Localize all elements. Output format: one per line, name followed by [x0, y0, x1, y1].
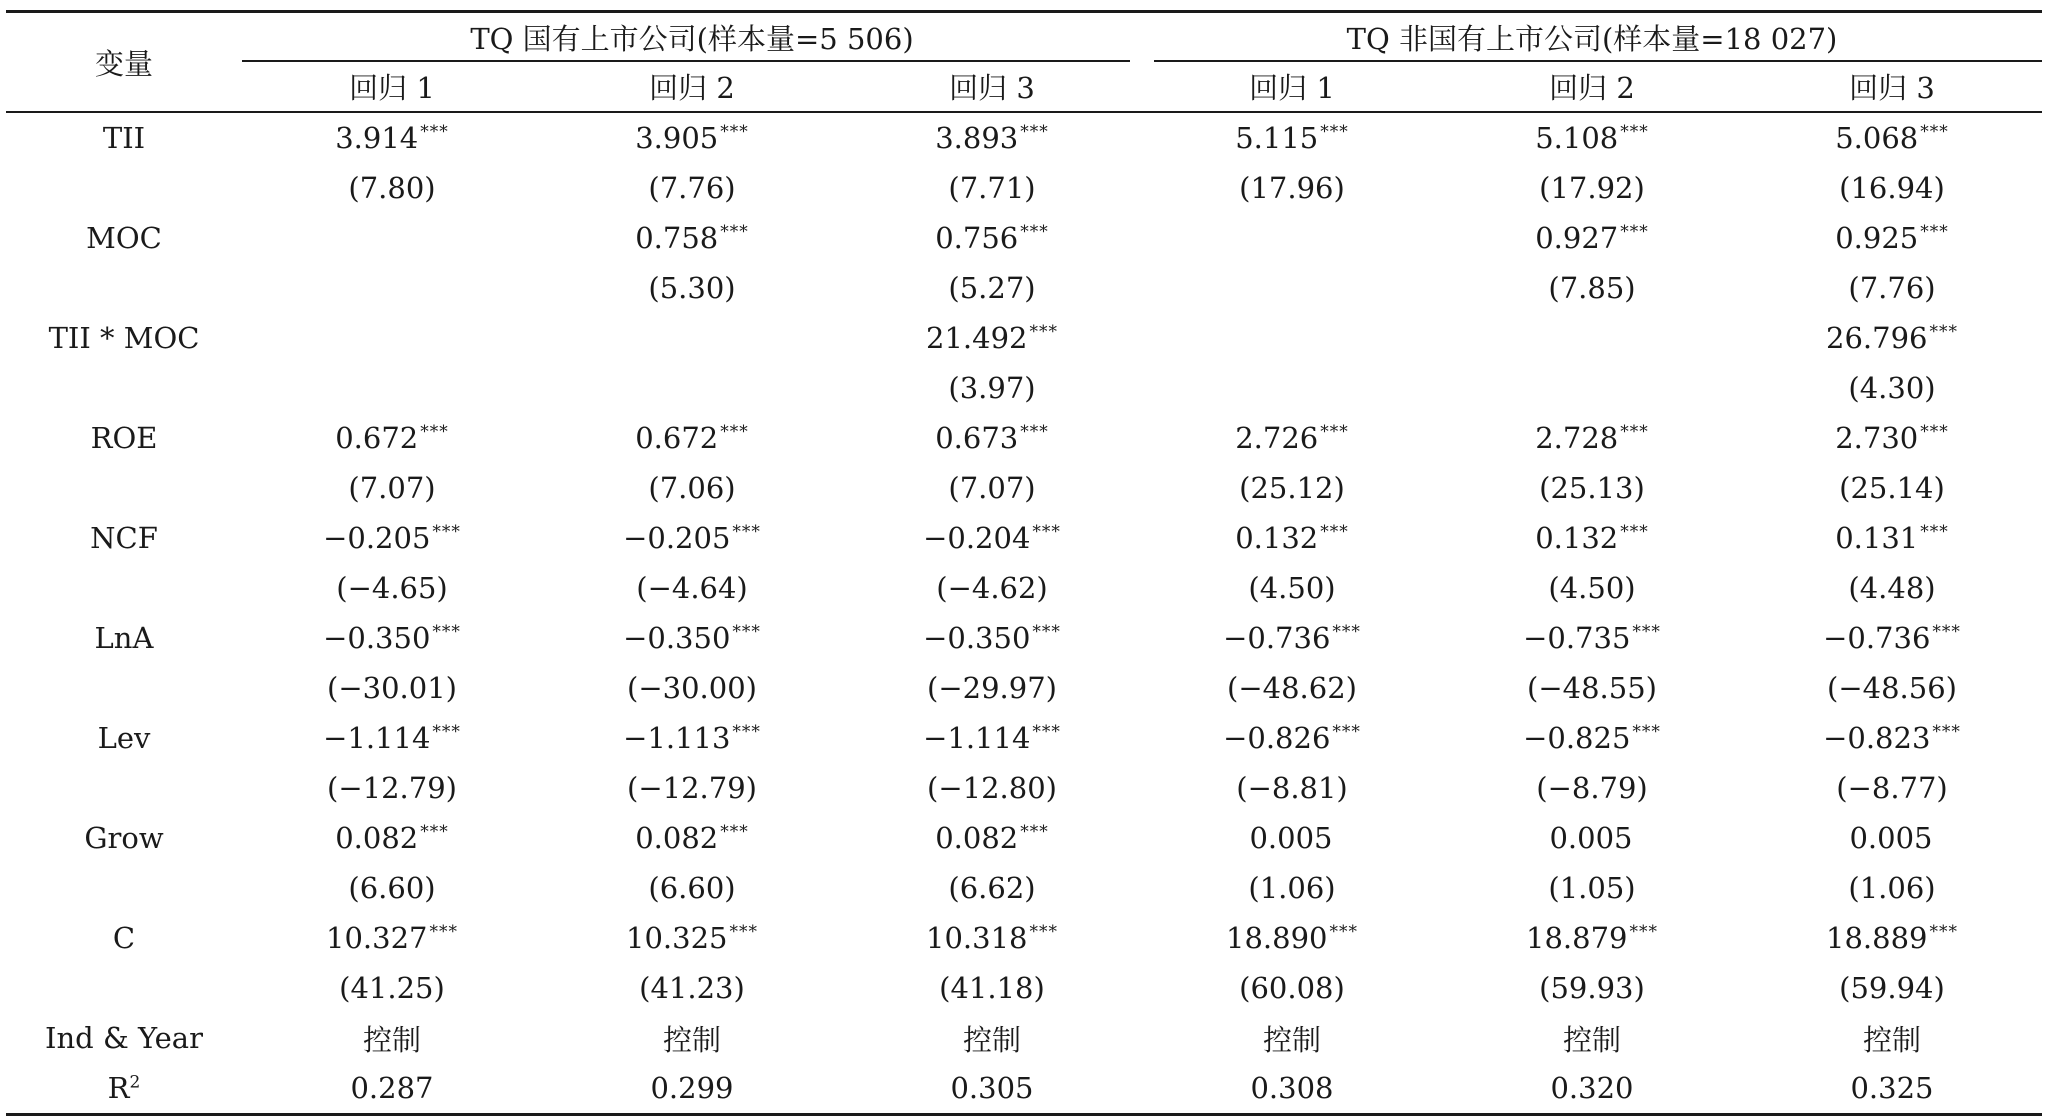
coefficient-value: 0.132	[1535, 521, 1619, 555]
coefficient-cell	[842, 413, 1142, 463]
coefficient-value: 18.889	[1826, 921, 1928, 955]
coefficient-cell	[242, 513, 542, 563]
coefficient-value: 0.672	[635, 421, 719, 455]
variable-name-spacer	[6, 363, 242, 413]
significance-stars: ***	[1020, 422, 1049, 443]
significance-stars: ***	[1620, 122, 1649, 143]
coefficient-value: 21.492	[926, 321, 1028, 355]
coefficient-cell	[1442, 112, 1742, 163]
t-stat-cell: (60.08)	[1239, 971, 1345, 1005]
coefficient-row	[6, 112, 2042, 163]
significance-stars: ***	[420, 822, 449, 843]
controls-cell: 控制	[662, 1022, 721, 1057]
variable-name-spacer	[6, 863, 242, 913]
t-stat-cell: (4.50)	[1548, 571, 1636, 605]
coefficient-cell	[1742, 913, 2042, 963]
t-stat-cell: (−12.79)	[327, 771, 457, 805]
r-squared-cell: 0.325	[1742, 1063, 2042, 1115]
coefficient-cell	[1142, 813, 1442, 863]
coefficient-value: 2.728	[1535, 421, 1619, 455]
coefficient-value: 3.905	[635, 121, 719, 155]
t-stat-cell: (−8.81)	[1236, 771, 1348, 805]
coefficient-cell	[242, 913, 542, 963]
significance-stars: ***	[1620, 522, 1649, 543]
coefficient-cell	[842, 213, 1142, 263]
r-squared-cell: 0.305	[842, 1063, 1142, 1115]
coefficient-cell	[242, 413, 542, 463]
coefficient-value: −0.350	[323, 621, 431, 655]
variable-name-spacer	[6, 763, 242, 813]
significance-stars: ***	[720, 822, 749, 843]
significance-stars: ***	[1920, 522, 1949, 543]
coefficient-value: 0.082	[335, 821, 419, 855]
coefficient-cell	[842, 513, 1142, 563]
r-squared-cell: 0.287	[242, 1063, 542, 1115]
variable-name-spacer	[6, 663, 242, 713]
coefficient-value: −1.113	[623, 721, 731, 755]
coefficient-cell	[242, 313, 542, 363]
variable-name: Lev	[97, 721, 151, 755]
coefficient-value: 2.726	[1235, 421, 1319, 455]
t-stat-cell: (−48.56)	[1827, 671, 1957, 705]
coefficient-value: −0.826	[1223, 721, 1331, 755]
coefficient-row	[6, 913, 2042, 963]
coefficient-cell	[242, 112, 542, 163]
significance-stars: ***	[720, 122, 749, 143]
significance-stars: ***	[420, 122, 449, 143]
significance-stars: ***	[729, 922, 758, 943]
coefficient-value: 0.758	[635, 221, 719, 255]
coefficient-cell	[1442, 713, 1742, 763]
coefficient-cell	[1142, 913, 1442, 963]
significance-stars: ***	[1029, 322, 1058, 343]
significance-stars: ***	[1929, 922, 1958, 943]
coefficient-row	[6, 713, 2042, 763]
variable-name: Ind & Year	[45, 1021, 203, 1055]
t-stat-cell: (−4.65)	[336, 571, 448, 605]
t-stat-cell: (6.62)	[948, 871, 1036, 905]
t-stat-cell: (7.80)	[348, 171, 436, 205]
t-stat-cell: (6.60)	[348, 871, 436, 905]
coefficient-cell	[542, 413, 842, 463]
t-stat-cell: (−30.01)	[327, 671, 457, 705]
significance-stars: ***	[1320, 522, 1349, 543]
coefficient-cell	[242, 813, 542, 863]
variable-name-spacer	[6, 963, 242, 1013]
t-stat-cell: (−48.55)	[1527, 671, 1657, 705]
significance-stars: ***	[1329, 922, 1358, 943]
controls-cell: 控制	[962, 1022, 1021, 1057]
significance-stars: ***	[1632, 622, 1661, 643]
t-stat-cell: (7.76)	[1848, 271, 1936, 305]
coefficient-cell	[1742, 413, 2042, 463]
significance-stars: ***	[1629, 922, 1658, 943]
significance-stars: ***	[732, 722, 761, 743]
t-stat-cell: (5.30)	[648, 271, 736, 305]
coefficient-cell	[842, 313, 1142, 363]
coefficient-cell	[842, 112, 1142, 163]
t-stat-row	[6, 963, 2042, 1013]
significance-stars: ***	[1020, 222, 1049, 243]
variable-name: MOC	[86, 221, 162, 255]
table-body	[6, 112, 2042, 1115]
controls-cell: 控制	[1562, 1022, 1621, 1057]
variable-name-spacer	[6, 463, 242, 513]
t-stat-cell: (−4.62)	[936, 571, 1048, 605]
significance-stars: ***	[732, 522, 761, 543]
coefficient-cell	[842, 613, 1142, 663]
coefficient-value: 10.327	[326, 921, 428, 955]
significance-stars: ***	[1020, 122, 1049, 143]
coefficient-value: −0.350	[623, 621, 731, 655]
t-stat-cell: (17.96)	[1239, 171, 1345, 205]
coefficient-value: 0.132	[1235, 521, 1319, 555]
significance-stars: ***	[1932, 622, 1961, 643]
significance-stars: ***	[732, 622, 761, 643]
coefficient-cell	[1742, 213, 2042, 263]
significance-stars: ***	[432, 522, 461, 543]
r-squared-superscript: 2	[129, 1072, 141, 1093]
t-stat-cell: (−8.79)	[1536, 771, 1648, 805]
t-stat-cell: (41.23)	[639, 971, 745, 1005]
variable-name: TII	[102, 121, 146, 155]
t-stat-cell: (5.27)	[948, 271, 1036, 305]
variable-name: NCF	[90, 521, 158, 555]
coefficient-value: −1.114	[323, 721, 431, 755]
model-header: 回归 2	[542, 62, 842, 112]
coefficient-cell	[842, 813, 1142, 863]
model-header: 回归 2	[1442, 62, 1742, 112]
coefficient-cell	[1142, 313, 1442, 363]
coefficient-value: 18.879	[1526, 921, 1628, 955]
coefficient-row	[6, 513, 2042, 563]
variable-name: C	[112, 921, 136, 955]
t-stat-cell: (−8.77)	[1836, 771, 1948, 805]
t-stat-cell: (4.30)	[1848, 371, 1936, 405]
coefficient-value: 0.082	[635, 821, 719, 855]
coefficient-cell	[542, 213, 842, 263]
significance-stars: ***	[1632, 722, 1661, 743]
significance-stars: ***	[1620, 222, 1649, 243]
t-stat-cell: (−12.79)	[627, 771, 757, 805]
t-stat-row	[6, 563, 2042, 613]
coefficient-row	[6, 613, 2042, 663]
corner-header: 变量	[6, 12, 242, 113]
t-stat-row	[6, 763, 2042, 813]
r-squared-symbol: R	[107, 1071, 130, 1105]
coefficient-value: −0.205	[623, 521, 731, 555]
t-stat-row	[6, 263, 2042, 313]
r-squared-cell: 0.299	[542, 1063, 842, 1115]
coefficient-cell	[1742, 513, 2042, 563]
controls-cell: 控制	[1262, 1022, 1321, 1057]
variable-name: Grow	[84, 821, 164, 855]
r-squared-label	[6, 1063, 242, 1115]
variable-name-spacer	[6, 563, 242, 613]
significance-stars: ***	[1920, 422, 1949, 443]
significance-stars: ***	[1320, 122, 1349, 143]
significance-stars: ***	[1032, 622, 1061, 643]
coefficient-cell	[1742, 313, 2042, 363]
t-stat-cell: (16.94)	[1839, 171, 1945, 205]
t-stat-cell: (25.12)	[1239, 471, 1345, 505]
significance-stars: ***	[720, 222, 749, 243]
significance-stars: ***	[1332, 722, 1361, 743]
coefficient-value: 26.796	[1826, 321, 1928, 355]
coefficient-cell	[542, 813, 842, 863]
model-header: 回归 1	[242, 62, 542, 112]
variable-name-spacer	[6, 163, 242, 213]
t-stat-row	[6, 363, 2042, 413]
coefficient-cell	[242, 613, 542, 663]
t-stat-cell: (−4.64)	[636, 571, 748, 605]
coefficient-value: 18.890	[1226, 921, 1328, 955]
r-squared-cell: 0.308	[1142, 1063, 1442, 1115]
t-stat-cell: (41.18)	[939, 971, 1045, 1005]
coefficient-value: −0.205	[323, 521, 431, 555]
t-stat-cell: (7.76)	[648, 171, 736, 205]
t-stat-cell: (7.07)	[948, 471, 1036, 505]
coefficient-cell	[542, 313, 842, 363]
significance-stars: ***	[1029, 922, 1058, 943]
t-stat-cell	[242, 363, 542, 413]
controls-row	[6, 1013, 2042, 1063]
coefficient-cell	[1142, 112, 1442, 163]
significance-stars: ***	[1320, 422, 1349, 443]
coefficient-value: 0.673	[935, 421, 1019, 455]
coefficient-value: 10.318	[926, 921, 1028, 955]
coefficient-cell	[242, 213, 542, 263]
coefficient-cell	[1742, 713, 2042, 763]
t-stat-cell: (1.05)	[1548, 871, 1636, 905]
variable-name-spacer	[6, 263, 242, 313]
coefficient-cell	[1142, 213, 1442, 263]
t-stat-cell: (−30.00)	[627, 671, 757, 705]
t-stat-cell: (1.06)	[1848, 871, 1936, 905]
t-stat-cell: (1.06)	[1248, 871, 1336, 905]
t-stat-cell: (25.14)	[1839, 471, 1945, 505]
significance-stars: ***	[720, 422, 749, 443]
t-stat-cell: (−12.80)	[927, 771, 1057, 805]
coefficient-cell	[1442, 813, 1742, 863]
significance-stars: ***	[1032, 522, 1061, 543]
coefficient-value: 5.068	[1835, 121, 1919, 155]
variable-name: LnA	[94, 621, 154, 655]
coefficient-value: 0.672	[335, 421, 419, 455]
t-stat-cell: (7.06)	[648, 471, 736, 505]
coefficient-cell	[842, 713, 1142, 763]
coefficient-row	[6, 813, 2042, 863]
coefficient-value: 0.005	[1249, 821, 1333, 855]
coefficient-cell	[1442, 613, 1742, 663]
t-stat-cell: (25.13)	[1539, 471, 1645, 505]
group-header-state-owned: TQ 国有上市公司(样本量=5 506)	[242, 12, 1142, 63]
coefficient-value: 3.914	[335, 121, 419, 155]
t-stat-cell	[1142, 263, 1442, 313]
r-squared-row	[6, 1063, 2042, 1115]
controls-cell: 控制	[1863, 1022, 1922, 1057]
significance-stars: ***	[1929, 322, 1958, 343]
t-stat-cell: (7.85)	[1548, 271, 1636, 305]
coefficient-value: 10.325	[626, 921, 728, 955]
significance-stars: ***	[1620, 422, 1649, 443]
model-header: 回归 3	[842, 62, 1142, 112]
significance-stars: ***	[429, 922, 458, 943]
coefficient-value: 0.005	[1549, 821, 1633, 855]
t-stat-cell	[1442, 363, 1742, 413]
t-stat-cell: (41.25)	[339, 971, 445, 1005]
regression-table	[6, 10, 2042, 1116]
t-stat-cell: (4.50)	[1248, 571, 1336, 605]
coefficient-cell	[1442, 213, 1742, 263]
t-stat-cell: (4.48)	[1848, 571, 1936, 605]
significance-stars: ***	[420, 422, 449, 443]
coefficient-value: −0.736	[1823, 621, 1931, 655]
coefficient-value: 2.730	[1835, 421, 1919, 455]
coefficient-cell	[542, 913, 842, 963]
variable-name: TII * MOC	[48, 321, 200, 355]
coefficient-value: −1.114	[923, 721, 1031, 755]
t-stat-cell: (59.93)	[1539, 971, 1645, 1005]
coefficient-cell	[542, 112, 842, 163]
significance-stars: ***	[432, 722, 461, 743]
t-stat-cell: (17.92)	[1539, 171, 1645, 205]
significance-stars: ***	[1920, 122, 1949, 143]
significance-stars: ***	[1332, 622, 1361, 643]
coefficient-cell	[1142, 713, 1442, 763]
t-stat-cell: (−29.97)	[927, 671, 1057, 705]
coefficient-cell	[1442, 313, 1742, 363]
coefficient-value: 0.082	[935, 821, 1019, 855]
significance-stars: ***	[432, 622, 461, 643]
coefficient-value: 0.925	[1835, 221, 1919, 255]
model-header: 回归 3	[1742, 62, 2042, 112]
t-stat-cell: (59.94)	[1839, 971, 1945, 1005]
coefficient-value: 0.005	[1849, 821, 1933, 855]
coefficient-value: −0.823	[1823, 721, 1931, 755]
coefficient-cell	[1142, 513, 1442, 563]
t-stat-cell	[542, 363, 842, 413]
significance-stars: ***	[1020, 822, 1049, 843]
coefficient-cell	[842, 913, 1142, 963]
significance-stars: ***	[1932, 722, 1961, 743]
coefficient-value: −0.735	[1523, 621, 1631, 655]
coefficient-value: 0.756	[935, 221, 1019, 255]
coefficient-value: −0.736	[1223, 621, 1331, 655]
t-stat-row	[6, 863, 2042, 913]
coefficient-row	[6, 213, 2042, 263]
t-stat-cell: (−48.62)	[1227, 671, 1357, 705]
t-stat-cell: (7.71)	[948, 171, 1036, 205]
coefficient-cell	[1442, 913, 1742, 963]
coefficient-value: 5.115	[1235, 121, 1319, 155]
controls-cell: 控制	[362, 1022, 421, 1057]
coefficient-cell	[1142, 613, 1442, 663]
coefficient-cell	[1442, 413, 1742, 463]
significance-stars: ***	[1032, 722, 1061, 743]
t-stat-cell: (7.07)	[348, 471, 436, 505]
t-stat-cell: (3.97)	[948, 371, 1036, 405]
t-stat-row	[6, 163, 2042, 213]
coefficient-cell	[1442, 513, 1742, 563]
coefficient-value: −0.204	[923, 521, 1031, 555]
variable-name: ROE	[90, 421, 158, 455]
coefficient-cell	[1742, 613, 2042, 663]
group-header-non-state-owned: TQ 非国有上市公司(样本量=18 027)	[1142, 12, 2042, 63]
coefficient-row	[6, 313, 2042, 363]
t-stat-cell	[242, 263, 542, 313]
coefficient-cell	[1142, 413, 1442, 463]
coefficient-cell	[542, 613, 842, 663]
coefficient-cell	[1742, 112, 2042, 163]
coefficient-value: 3.893	[935, 121, 1019, 155]
coefficient-value: −0.825	[1523, 721, 1631, 755]
coefficient-value: 5.108	[1535, 121, 1619, 155]
coefficient-cell	[542, 713, 842, 763]
coefficient-value: 0.927	[1535, 221, 1619, 255]
model-header: 回归 1	[1142, 62, 1442, 112]
coefficient-value: −0.350	[923, 621, 1031, 655]
t-stat-cell	[1142, 363, 1442, 413]
coefficient-value: 0.131	[1835, 521, 1919, 555]
coefficient-row	[6, 413, 2042, 463]
coefficient-cell	[1742, 813, 2042, 863]
coefficient-cell	[542, 513, 842, 563]
t-stat-row	[6, 663, 2042, 713]
t-stat-cell: (6.60)	[648, 871, 736, 905]
t-stat-row	[6, 463, 2042, 513]
significance-stars: ***	[1920, 222, 1949, 243]
coefficient-cell	[242, 713, 542, 763]
r-squared-cell: 0.320	[1442, 1063, 1742, 1115]
